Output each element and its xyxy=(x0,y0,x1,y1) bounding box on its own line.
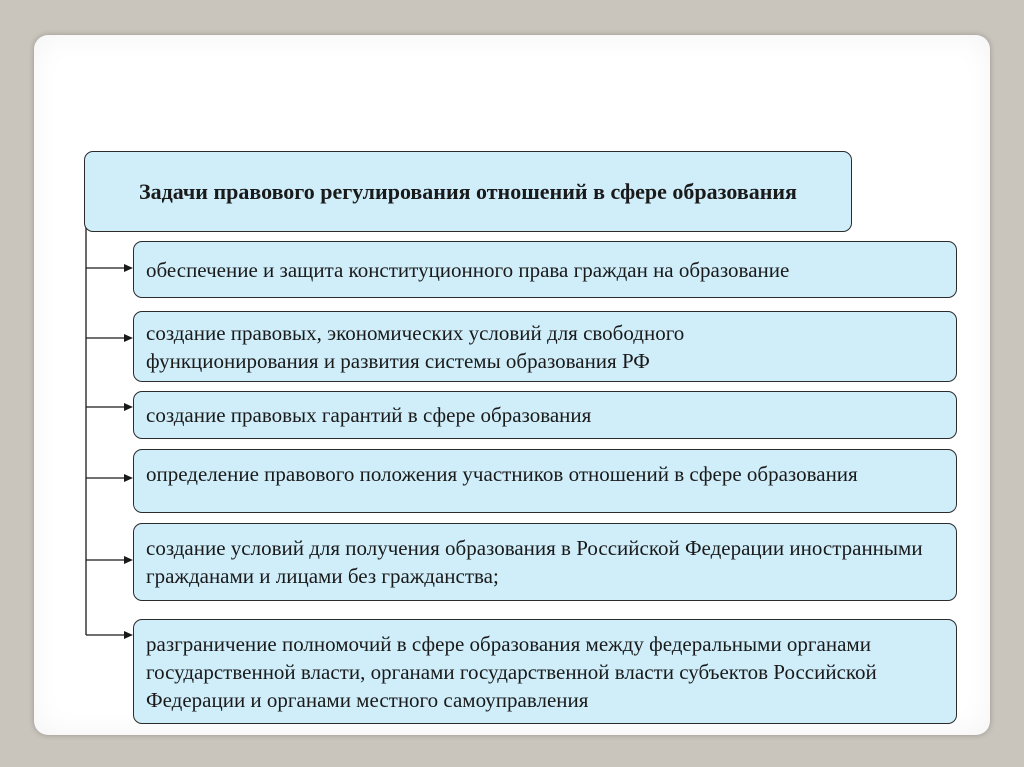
task-text-5: создание условий для получения образования в Российской Федерации иностранными гражданами и лицами без гражданства; xyxy=(146,536,923,588)
task-text-4: определение правового положения участников отношений в сфере образования xyxy=(146,462,858,486)
task-box-5 xyxy=(133,523,957,601)
title-box xyxy=(84,151,852,232)
task-text-6: разграничение полномочий в сфере образования между федеральными органами государственной власти, органами государственной власти субъектов Российской Федерации и органами местного самоуправления xyxy=(146,631,877,712)
task-text-3: создание правовых гарантий в сфере образования xyxy=(146,403,592,427)
task-box-2 xyxy=(133,311,957,382)
task-box-4 xyxy=(133,449,957,513)
task-box-6 xyxy=(133,619,957,724)
title-text: Задачи правового регулирования отношений в сфере образования xyxy=(139,178,797,204)
task-text-1: обеспечение и защита конституционного права граждан на образование xyxy=(146,257,790,282)
task-text-2: создание правовых, экономических условий для свободного функционирования и развития системы образования РФ xyxy=(146,320,685,373)
task-box-3 xyxy=(133,391,957,439)
task-box-1 xyxy=(133,241,957,298)
